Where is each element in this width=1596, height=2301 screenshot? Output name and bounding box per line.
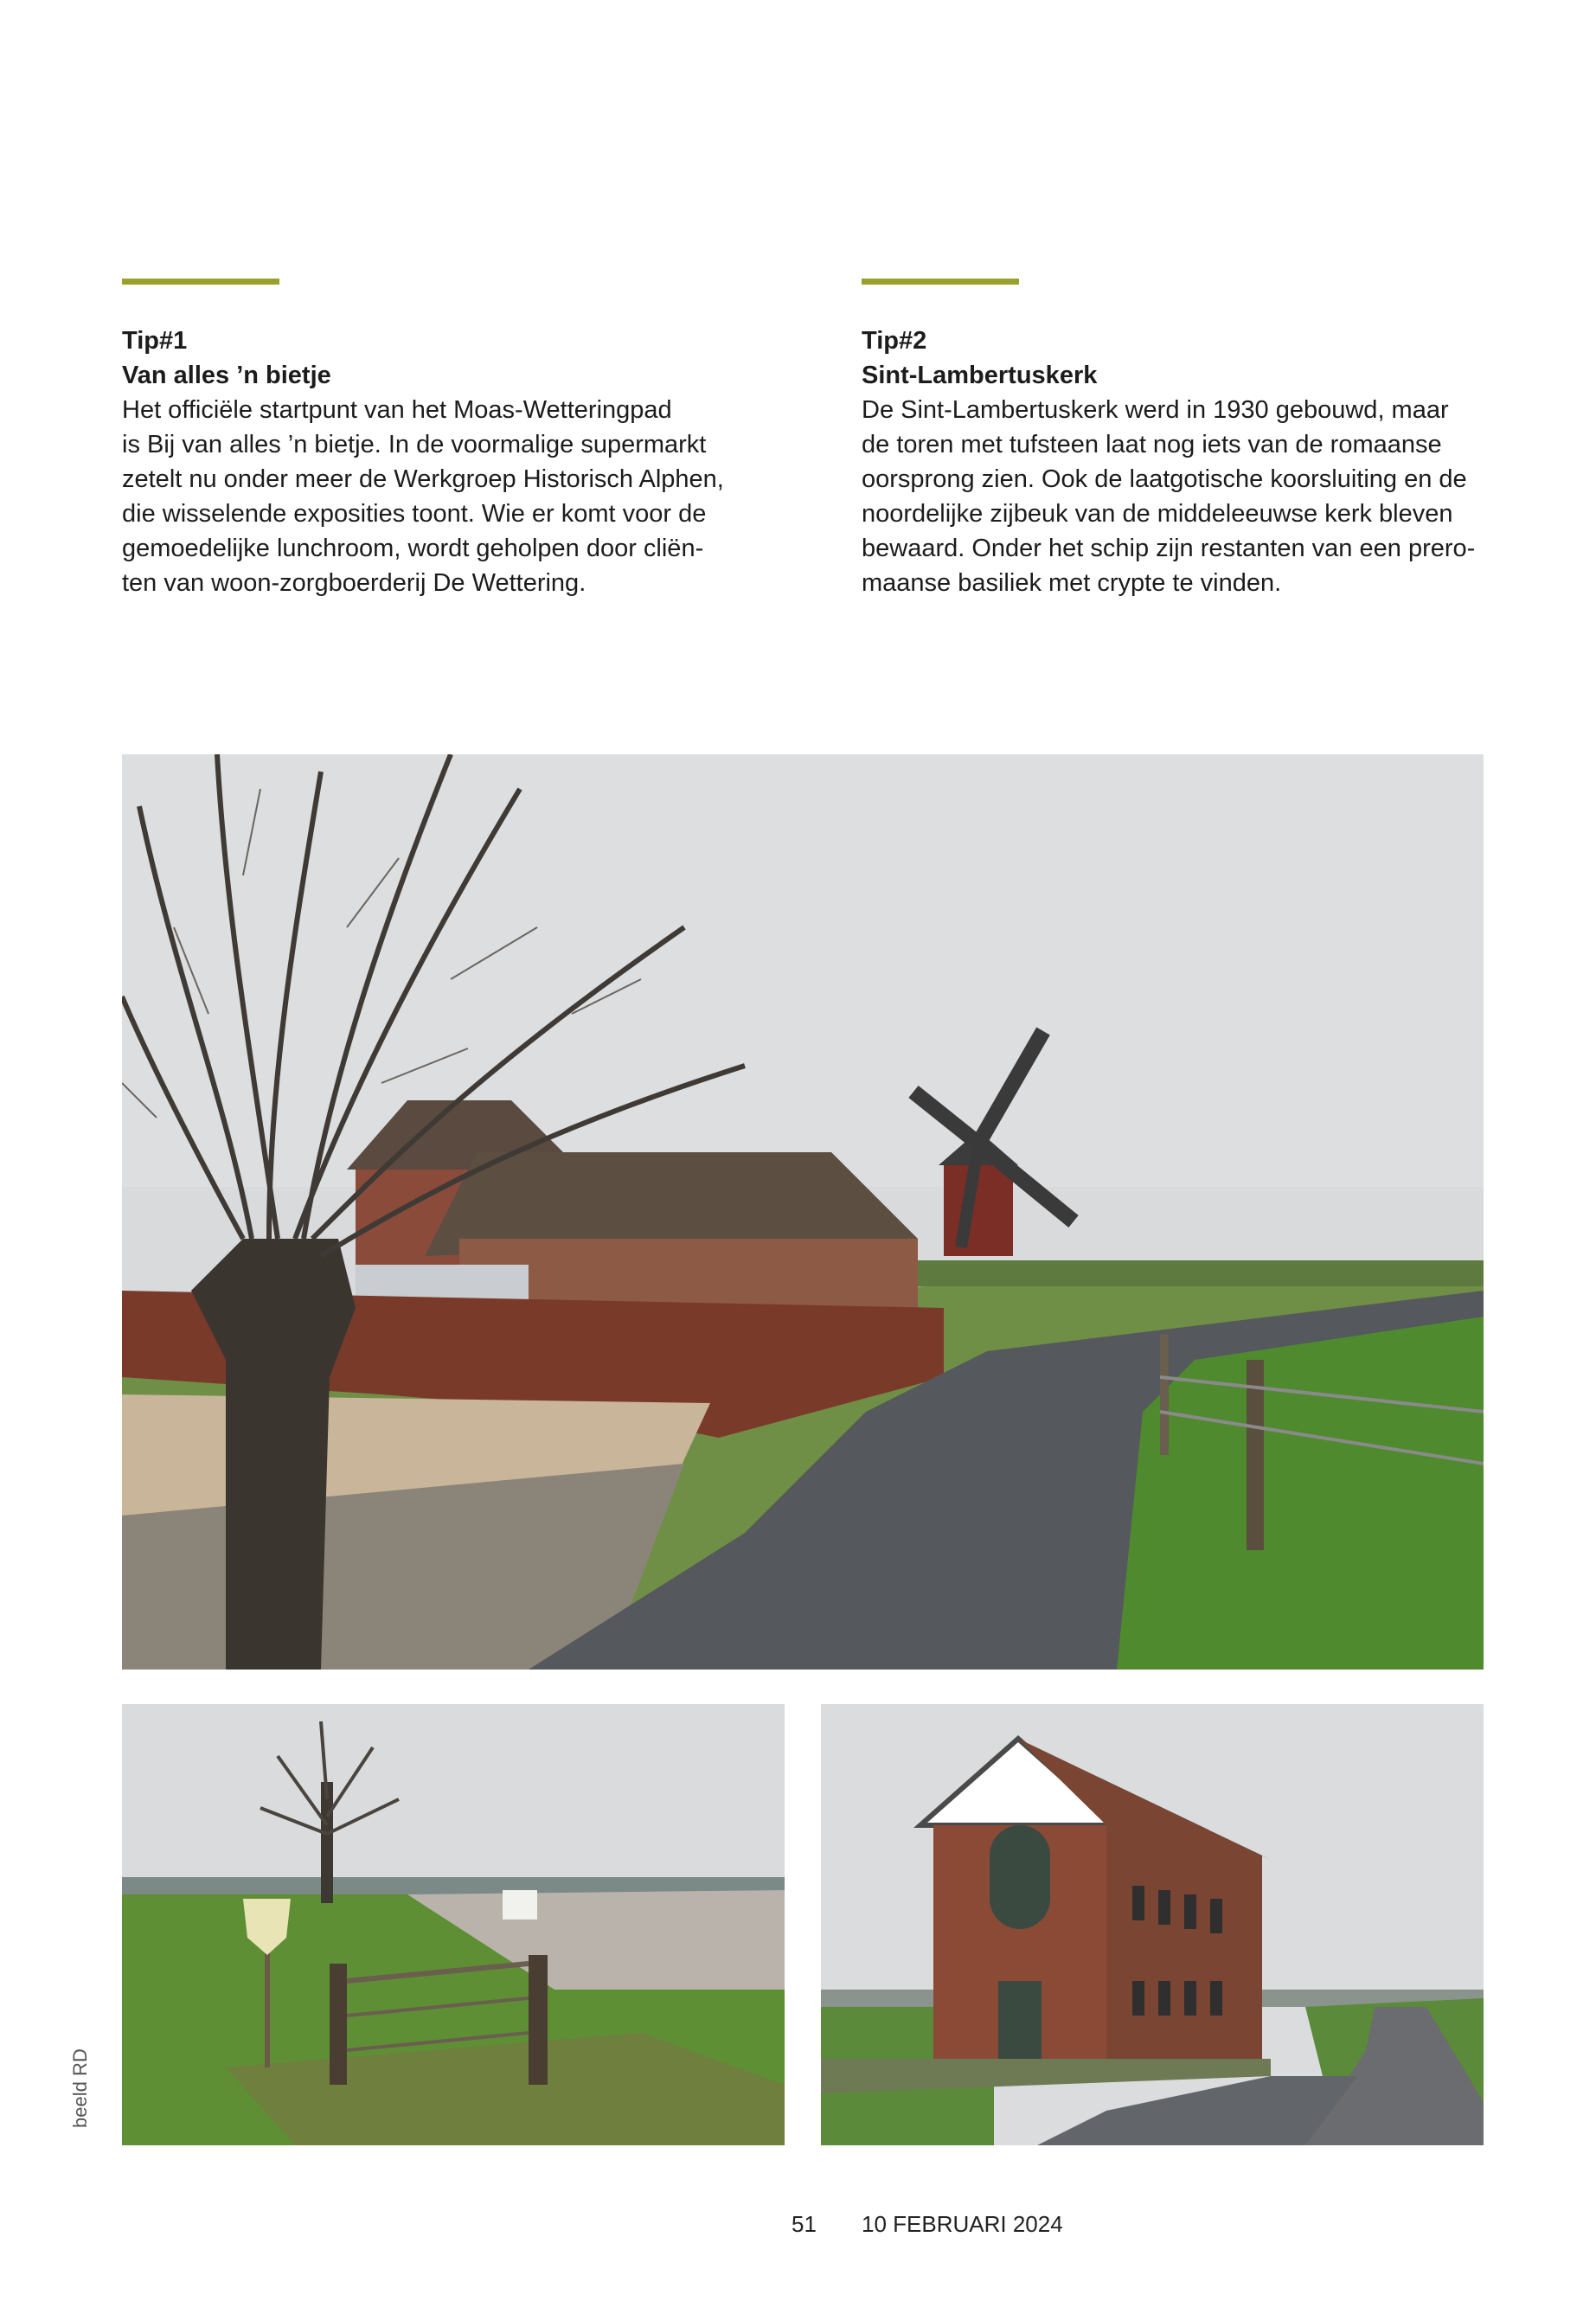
tip-1-line: Het officiële startpunt van het Moas-Wetteringpad [122,396,672,424]
main-photo-windmill [122,754,1484,1670]
photo-brick-building [821,1704,1484,2145]
tip-2-line: maanse basiliek met crypte te vinden. [862,569,1282,597]
tip-1 [122,324,779,600]
page-number: 51 [792,2211,817,2237]
tip-1-title: Van alles ’n bietje [122,362,331,389]
tip-2-line: De Sint-Lambertuskerk werd in 1930 gebouwd, maar [862,396,1449,424]
tip-1-line: die wisselende exposities toont. Wie er komt voor de [122,500,707,528]
accent-rule-2 [862,279,1019,285]
tip-1-line: gemoedelijke lunchroom, wordt geholpen door cliën- [122,535,704,562]
tip-2-line: noordelijke zijbeuk van de middeleeuwse kerk bleven [862,500,1453,528]
tip-1-line: is Bij van alles ’n bietje. In de voormalige supermarkt [122,431,707,458]
tip-2-title: Sint-Lambertuskerk [862,362,1098,389]
tip-2-line: oorsprong zien. Ook de laatgotische koorsluiting en de [862,465,1467,493]
tip-1-label: Tip#1 [122,327,188,355]
tip-2-line: de toren met tufsteen laat nog iets van de romaanse [862,431,1442,458]
tip-2-label: Tip#2 [862,327,927,355]
accent-rule-1 [122,279,279,285]
tip-1-line: ten van woon-zorgboerderij De Wettering. [122,569,586,597]
tip-1-line: zetelt nu onder meer de Werkgroep Historisch Alphen, [122,465,724,493]
tip-2-line: bewaard. Onder het schip zijn restanten van een prero- [862,535,1476,562]
photo-credit: beeld RD [69,2048,91,2128]
issue-date: 10 FEBRUARI 2024 [862,2211,1063,2237]
photo-river-gate [122,1704,785,2145]
tip-2 [862,324,1519,600]
